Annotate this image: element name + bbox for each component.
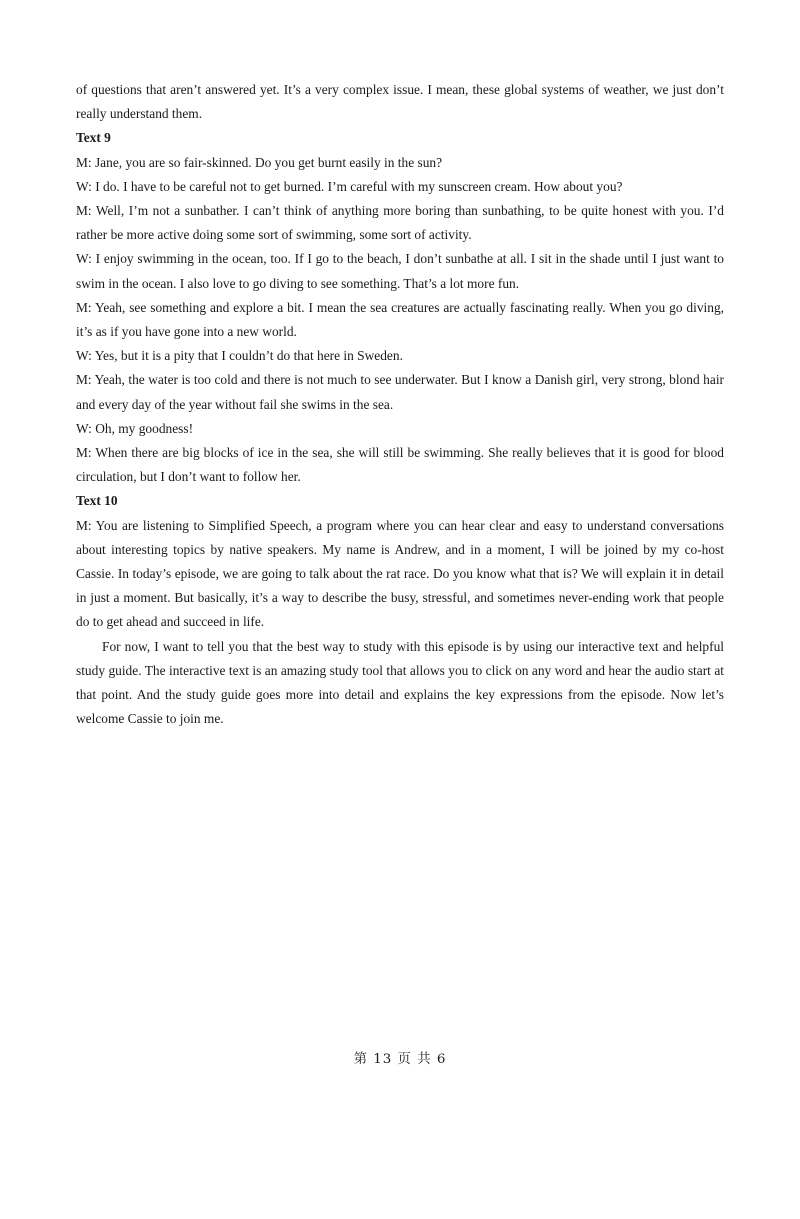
monologue-paragraph: M: You are listening to Simplified Speech, a program where you can hear clear and easy to understand conversations about interesting topics by native speakers. My name is Andrew, and in a moment, I will be joined by my co-host Cassie. In today’s episode, we are going to talk about the rat race. Do you know what that is? We will explain it in detail in just a moment. But basically, it’s a way to describe the busy, stressful, and sometimes never-ending work that people do to get ahead and succeed in life. [76, 517, 724, 630]
dialogue-line: M: Well, I’m not a sunbather. I can’t think of anything more boring than sunbathing, to be quite honest with you. I’d rather be more active doing some sort of swimming, some sort of activity. [76, 203, 724, 243]
dialogue-line: W: I enjoy swimming in the ocean, too. If I go to the beach, I don’t sunbathe at all. I sit in the shade until I just want to swim in the ocean. I also love to go diving to see something. That’s a lot more fun. [76, 251, 724, 291]
section-heading-text-10: Text 10 [76, 493, 118, 509]
dialogue-line: M: Yeah, see something and explore a bit. I mean the sea creatures are actually fascinating really. When you go diving, it’s as if you have gone into a new world. [76, 299, 724, 340]
dialogue-line: W: Yes, but it is a pity that I couldn’t do that here in Sweden. [76, 348, 403, 364]
section-heading-text-9: Text 9 [76, 130, 111, 146]
page-footer: 第 13 页 共 6 [353, 1052, 447, 1067]
dialogue-line: M: Yeah, the water is too cold and there is not much to see underwater. But I know a Danish girl, very strong, blond hair and every day of the year without fail she swims in the sea. [76, 372, 724, 412]
paragraph: of questions that aren’t answered yet. It’s a very complex issue. I mean, these global systems of weather, we just don’t really understand them. [76, 82, 724, 122]
dialogue-line: W: I do. I have to be careful not to get burned. I’m careful with my sunscreen cream. How about you? [76, 178, 623, 194]
monologue-paragraph: For now, I want to tell you that the best way to study with this episode is by using our interactive text and helpful study guide. The interactive text is an amazing study tool that allows you to click on any word and hear the audio start at that point. And the study guide goes more into detail and explains the key expressions from the episode. Now let’s welcome Cassie to join me. [76, 638, 724, 727]
dialogue-line: W: Oh, my goodness! [76, 420, 194, 436]
dialogue-line: M: When there are big blocks of ice in the sea, she will still be swimming. She really believes that it is good for blood circulation, but I don’t want to follow her. [76, 445, 724, 485]
document-body [76, 78, 724, 731]
dialogue-line: M: Jane, you are so fair-skinned. Do you get burnt easily in the sun? [76, 154, 443, 170]
